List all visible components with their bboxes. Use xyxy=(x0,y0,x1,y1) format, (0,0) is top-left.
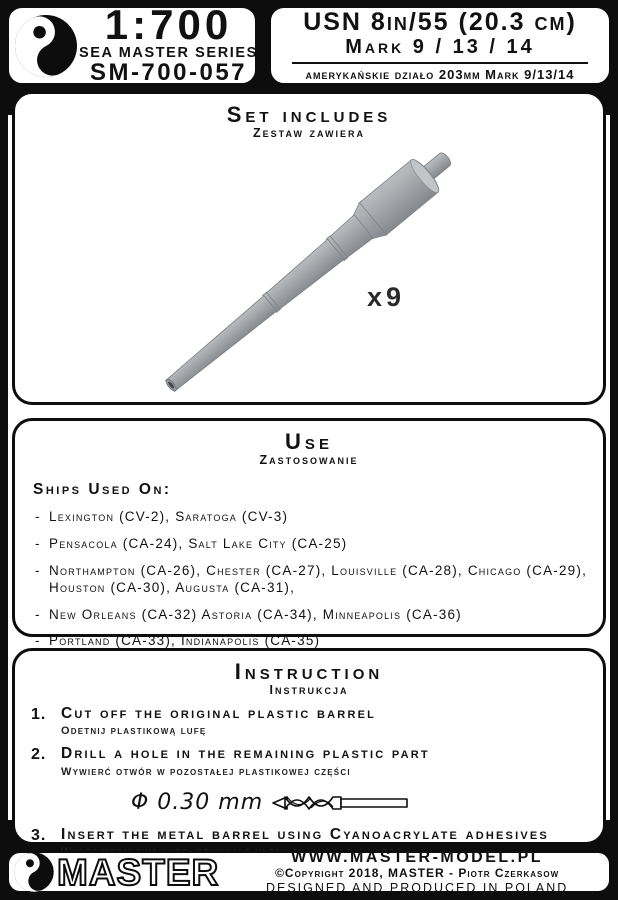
origin-text: DESIGNED AND PRODUCED IN POLAND xyxy=(265,880,569,895)
bullet-dash: - xyxy=(35,606,41,622)
drill-bit-icon xyxy=(271,793,411,813)
instruction-title-polish: Instrukcja xyxy=(269,683,349,698)
bullet-dash: - xyxy=(35,535,41,551)
master-logo-icon xyxy=(13,851,55,893)
brand-wordmark: MASTER xyxy=(57,851,220,893)
instruction-step-2 xyxy=(31,746,595,777)
step-number: 1. xyxy=(31,706,47,724)
quantity-label: x9 xyxy=(367,282,406,312)
header-divider xyxy=(292,62,588,64)
ship-list-item xyxy=(35,536,589,553)
ship-list-item xyxy=(35,563,589,597)
set-includes-title: Set includes xyxy=(226,102,392,127)
use-title: Use xyxy=(285,429,333,454)
bullet-dash: - xyxy=(35,509,41,525)
instruction-title: Instruction xyxy=(234,659,384,684)
step-text-en: Insert the metal barrel using Cyanoacrylate adhesives xyxy=(61,825,549,843)
set-includes-title-polish: Zestaw zawiera xyxy=(253,126,365,141)
footer-info xyxy=(225,849,609,895)
header-brand-text xyxy=(79,0,258,87)
step-number: 2. xyxy=(31,746,47,764)
step-text-pl: Odetnij plastikową lufę xyxy=(61,725,207,738)
metal-barrel-image xyxy=(15,124,603,402)
section-instruction xyxy=(12,648,606,845)
product-mark: Mark 9 / 13 / 14 xyxy=(345,35,535,58)
step-number: 3. xyxy=(31,826,47,844)
section-use xyxy=(12,418,606,649)
step-text-pl: Wywierć otwór w pozostałej plastikowej części xyxy=(61,765,351,778)
ship-names: Northampton (CA-26), Chester (CA-27), Louisville (CA-28), Chicago (CA-29), Houston (CA-30), Augusta (CA-31), xyxy=(49,562,588,595)
header-brand-box xyxy=(6,0,258,87)
product-title: USN 8in/55 (20.3 cm) xyxy=(303,8,577,37)
ship-names: Portland (CA-33), Indianapolis (CA-35) xyxy=(49,633,321,649)
ship-names: Pensacola (CA-24), Salt Lake City (CA-25) xyxy=(49,535,348,551)
master-logo-icon xyxy=(13,11,79,81)
product-code: SM-700-057 xyxy=(89,59,248,87)
ship-names: Lexington (CV-2), Saratoga (CV-3) xyxy=(49,509,289,525)
product-title-polish: amerykańskie działo 203mm Mark 9/13/14 xyxy=(305,66,575,82)
ship-list-item xyxy=(35,607,589,624)
drill-diameter-row xyxy=(131,788,603,818)
bullet-dash: - xyxy=(35,562,41,578)
section-set-includes xyxy=(12,91,606,405)
step-text-en: Cut off the original plastic barrel xyxy=(61,705,377,723)
ship-list-item xyxy=(35,509,589,526)
footer xyxy=(6,850,612,894)
ships-used-on-heading: Ships Used On: xyxy=(33,481,172,499)
series-label: SEA MASTER SERIES xyxy=(79,45,258,62)
copyright-text: ©Copyright 2018, MASTER - Piotr Czerkasow xyxy=(275,865,560,880)
use-title-polish: Zastosowanie xyxy=(259,453,359,468)
bullet-dash: - xyxy=(35,633,41,649)
scale-label: 1:700 xyxy=(104,0,233,48)
header-title-box xyxy=(268,5,612,86)
ship-names: New Orleans (CA-32) Astoria (CA-34), Minneapolis (CA-36) xyxy=(49,606,462,622)
website-url: WWW.MASTER-MODEL.PL xyxy=(291,849,544,867)
instruction-step-1 xyxy=(31,706,595,737)
drill-diameter-label: Φ 0.30 mm xyxy=(131,790,264,816)
step-text-en: Drill a hole in the remaining plastic part xyxy=(61,745,430,763)
